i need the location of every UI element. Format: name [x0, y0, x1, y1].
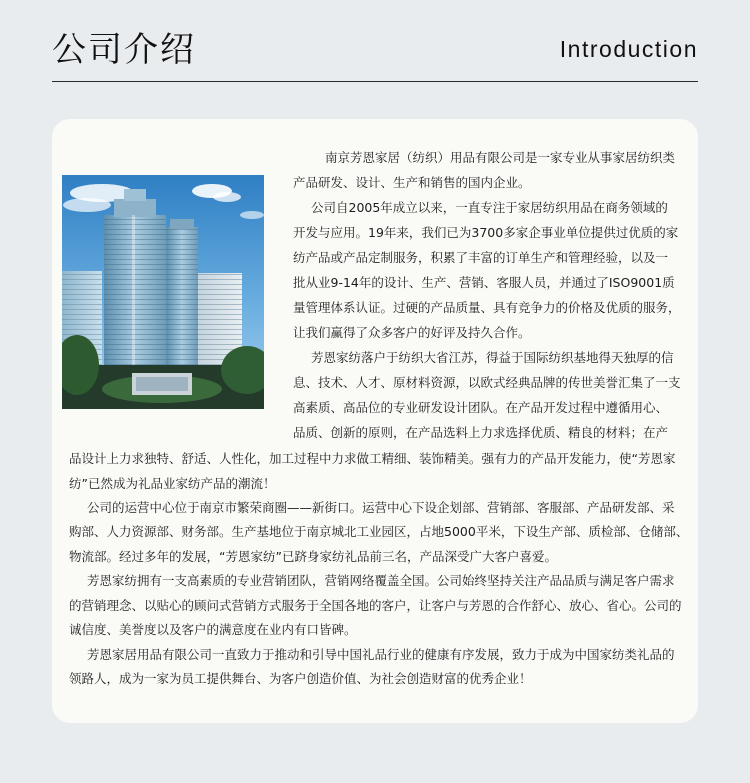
intro-text-line: 南京芳恩家居（纺织）用品有限公司是一家专业从事家居纺织类: [325, 150, 676, 165]
intro-text-line: 芳恩家纺落户于纺织大省江苏，得益于国际纺织基地得天独厚的信: [311, 350, 674, 365]
intro-text-line: 纺”已然成为礼品业家纺产品的潮流！: [69, 476, 276, 491]
intro-text-line: 公司自2005年成立以来，一直专注于家居纺织用品在商务领域的: [311, 200, 668, 215]
page-title-cn: 公司介绍: [52, 30, 196, 70]
intro-text-line: 领路人，成为一家为员工提供舞台、为客户创造价值、为社会创造财富的优秀企业！: [69, 671, 532, 686]
intro-text-line: 购部、人力资源部、财务部。生产基地位于南京城北工业园区，占地5000平米，下设生产部、质检部、仓储部、: [69, 524, 689, 539]
intro-text-line: 产品研发、设计、生产和销售的国内企业。: [293, 175, 531, 190]
intro-text-line: 息、技术、人才、原材料资源，以欧式经典品牌的传世美誉汇集了一支: [293, 375, 681, 390]
page-title-en: Introduction: [559, 36, 698, 62]
intro-text-line: 芳恩家纺拥有一支高素质的专业营销团队，营销网络覆盖全国。公司始终坚持关注产品品质与满足客户需求: [87, 573, 675, 588]
intro-text-line: 品设计上力求独特、舒适、人性化，加工过程中力求做工精细、装饰精美。强有力的产品开发能力，使“芳恩家: [69, 451, 676, 466]
intro-text-line: 让我们赢得了众多客户的好评及持久合作。: [293, 325, 531, 340]
intro-text-line: 的营销理念、以贴心的顾问式营销方式服务于全国各地的客户，让客户与芳恩的合作舒心、放心、省心。公司的: [69, 598, 682, 613]
intro-text-line: 开发与应用。19年来，我们已为3700多家企事业单位提供过优质的家: [293, 225, 679, 240]
intro-text-line: 公司的运营中心位于南京市繁荣商圈——新街口。运营中心下设企划部、营销部、客服部、产品研发部、采: [87, 500, 675, 515]
intro-text-line: 芳恩家居用品有限公司一直致力于推动和引导中国礼品行业的健康有序发展，致力于成为中国家纺类礼品的: [87, 647, 675, 662]
intro-text-line: 品质、创新的原则，在产品选料上力求选择优质、精良的材料；在产: [293, 425, 669, 440]
intro-text-line: 诚信度、美誉度以及客户的满意度在业内有口皆碑。: [69, 622, 357, 637]
intro-text-line: 纺产品或产品定制服务，积累了丰富的订单生产和管理经验，以及一: [293, 250, 669, 265]
header-divider: [52, 81, 698, 82]
intro-text-line: 批从业9-14年的设计、生产、营销、客服人员，并通过了ISO9001质: [293, 275, 675, 290]
intro-text-line: 量管理体系认证。过硬的产品质量、具有竞争力的价格及优质的服务，: [293, 300, 681, 315]
building-photo: [62, 175, 264, 409]
intro-text-line: 物流部。经过多年的发展，“芳恩家纺”已跻身家纺礼品前三名，产品深受广大客户喜爱。: [69, 549, 557, 564]
intro-text-line: 高素质、高品位的专业研发设计团队。在产品开发过程中遵循用心、: [293, 400, 669, 415]
